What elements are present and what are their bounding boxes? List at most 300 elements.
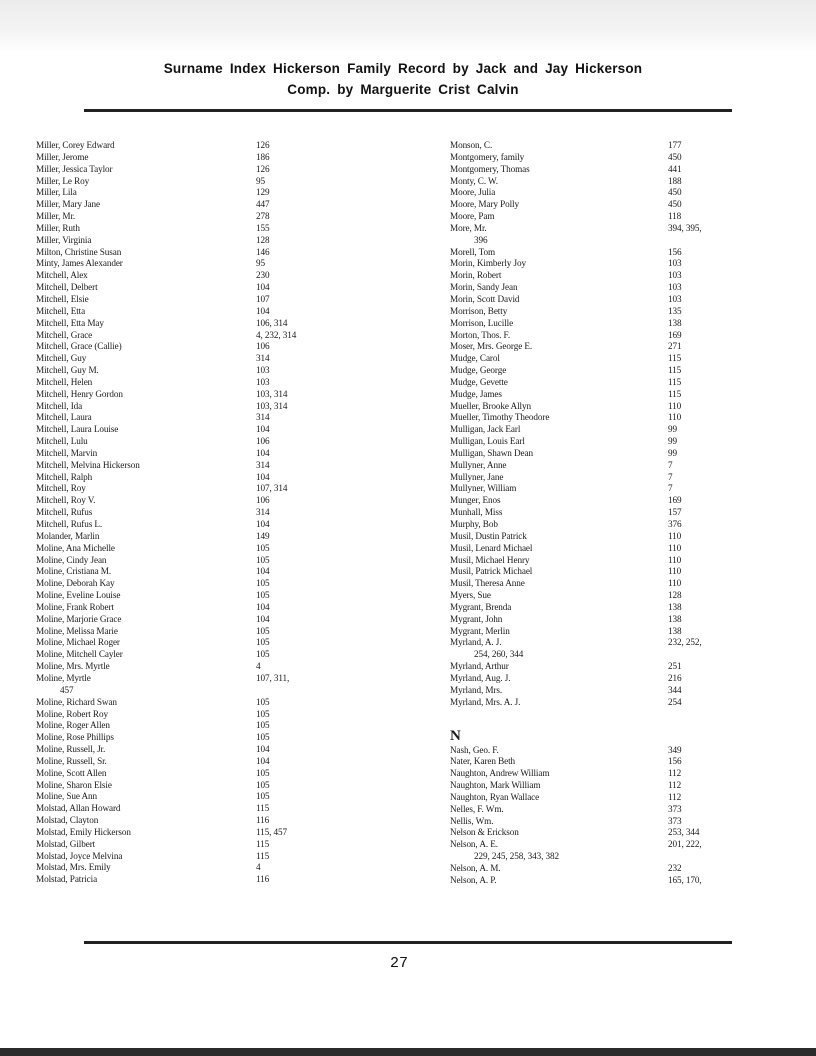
index-entry [36, 566, 366, 578]
entry-pages: 115 [668, 365, 682, 376]
entry-name: Myrland, Mrs. A. J. [450, 696, 521, 707]
index-entry [450, 412, 770, 424]
entry-name: Moline, Mitchell Cayler [36, 649, 123, 660]
index-entry [36, 270, 366, 282]
entry-name: Mitchell, Rufus L. [36, 519, 103, 529]
page-header [0, 58, 806, 100]
entry-name: Mullyner, Anne [450, 459, 507, 470]
entry-pages: 7 [668, 483, 673, 494]
entry-name: Myrland, Aug. J. [450, 672, 511, 683]
index-entry-continuation [450, 649, 770, 661]
index-entry [36, 590, 366, 602]
index-entry [450, 555, 770, 567]
entry-pages: 105 [256, 767, 270, 778]
index-entry [36, 709, 366, 721]
index-entry [36, 341, 366, 353]
entry-name: Musil, Patrick Michael [450, 566, 533, 577]
entry-pages: 115 [256, 850, 270, 861]
entry-name: Moser, Mrs. George E. [450, 341, 533, 352]
entry-pages: 135 [668, 305, 682, 316]
index-entry [450, 685, 770, 697]
entry-pages: 110 [668, 530, 682, 541]
entry-pages: 105 [256, 649, 270, 660]
entry-name: Naughton, Ryan Wallace [450, 791, 540, 802]
entry-name: 229, 245, 258, 343, 382 [474, 851, 559, 862]
entry-name: Mitchell, Melvina Hickerson [36, 459, 140, 470]
index-entry [36, 472, 366, 484]
entry-pages: 254 [668, 696, 682, 707]
entry-name: Moline, Myrtle [36, 672, 91, 683]
entry-pages: 105 [256, 554, 270, 565]
entry-name: Nater, Karen Beth [450, 756, 516, 767]
entry-name: Mitchell, Etta May [36, 317, 104, 328]
entry-name: Mitchell, Ralph [36, 471, 93, 482]
entry-name: Myrland, Arthur [450, 661, 509, 672]
entry-name: Miller, Virginia [36, 234, 92, 245]
entry-name: Molstad, Clayton [36, 815, 99, 826]
entry-name: Moline, Russell, Jr. [36, 744, 106, 755]
index-entry [36, 152, 366, 164]
entry-name: Moline, Sharon Elsie [36, 779, 112, 790]
index-entry [450, 258, 770, 270]
entry-name: Nelles, F. Wm. [450, 803, 504, 814]
entry-pages: 103 [668, 270, 682, 281]
entry-name: Murphy, Bob [450, 519, 498, 529]
entry-pages: 216 [668, 672, 682, 683]
entry-pages: 106 [256, 436, 270, 447]
index-entry [450, 768, 770, 780]
entry-pages: 99 [668, 436, 677, 447]
header-title-line2: Comp. by Marguerite Crist Calvin [287, 82, 519, 97]
entry-pages: 105 [256, 625, 270, 636]
index-entry [450, 827, 770, 839]
entry-name: Musil, Michael Henry [450, 554, 530, 565]
entry-name: Molstad, Mrs. Emily [36, 862, 111, 873]
index-entry [450, 389, 770, 401]
entry-name: Mulligan, Jack Earl [450, 424, 521, 435]
entry-pages: 104 [256, 613, 270, 624]
entry-name: Miller, Mr. [36, 211, 76, 222]
entry-pages: 165, 170, [668, 874, 702, 885]
entry-pages: 441 [668, 163, 682, 174]
entry-pages: 105 [256, 732, 270, 743]
entry-pages: 138 [668, 601, 682, 612]
entry-pages: 230 [256, 270, 270, 281]
index-entry [450, 863, 770, 875]
entry-pages: 105 [256, 542, 270, 553]
entry-name: Moline, Ana Michelle [36, 542, 115, 553]
entry-pages: 104 [256, 305, 270, 316]
entry-name: Miller, Jerome [36, 151, 89, 162]
entry-pages: 105 [256, 637, 270, 648]
entry-name: Monson, C. [450, 140, 493, 150]
index-entry [450, 187, 770, 199]
index-entry [450, 839, 770, 851]
entry-pages: 107 [256, 293, 270, 304]
index-entry [450, 353, 770, 365]
entry-pages: 103 [668, 258, 682, 269]
entry-pages: 115 [668, 353, 682, 364]
entry-pages: 107, 311, [256, 672, 290, 683]
entry-name: Myers, Sue [450, 590, 491, 601]
entry-name: Mitchell, Marvin [36, 447, 98, 458]
entry-name: Mygrant, John [450, 613, 503, 624]
index-entry [36, 815, 366, 827]
index-entry [450, 448, 770, 460]
entry-pages: 99 [668, 424, 677, 435]
entry-name: Moline, Frank Robert [36, 601, 114, 612]
entry-pages: 138 [668, 317, 682, 328]
entry-name: Moline, Rose Phillips [36, 732, 114, 743]
entry-pages: 314 [256, 412, 270, 423]
entry-pages: 99 [668, 447, 677, 458]
entry-name: Mitchell, Rufus [36, 507, 93, 518]
entry-name: Mitchell, Guy [36, 353, 87, 364]
index-entry [36, 602, 366, 614]
entry-name: Montgomery, Thomas [450, 163, 530, 174]
entry-name: Musil, Theresa Anne [450, 578, 525, 589]
entry-pages: 103 [256, 365, 270, 376]
index-entry [36, 282, 366, 294]
entry-pages: 110 [668, 542, 682, 553]
page-number: 27 [389, 955, 408, 972]
index-entry [36, 365, 366, 377]
index-entry [450, 543, 770, 555]
index-entry [36, 543, 366, 555]
entry-pages: 177 [668, 140, 682, 150]
entry-pages: 169 [668, 329, 682, 340]
entry-name: More, Mr. [450, 222, 487, 233]
entry-name: Miller, Le Roy [36, 175, 90, 186]
index-entry [36, 294, 366, 306]
entry-pages: 115 [668, 376, 682, 387]
entry-pages: 116 [256, 815, 270, 826]
index-entry [36, 187, 366, 199]
index-entry [36, 697, 366, 709]
entry-pages: 112 [668, 768, 682, 779]
entry-name: Mullyner, Jane [450, 471, 504, 482]
entry-pages: 349 [668, 744, 682, 755]
index-column-right [450, 140, 770, 887]
entry-name: Nash, Geo. F. [450, 744, 499, 755]
entry-pages: 450 [668, 187, 682, 198]
index-entry [450, 211, 770, 223]
entry-pages: 128 [668, 590, 682, 601]
index-entry [450, 223, 770, 235]
index-entry [450, 614, 770, 626]
index-entry [450, 566, 770, 578]
entry-name: Mitchell, Roy [36, 483, 86, 494]
entry-pages: 110 [668, 400, 682, 411]
entry-name: Mulligan, Shawn Dean [450, 447, 533, 458]
entry-name: Moline, Deborah Kay [36, 578, 115, 589]
index-entry [450, 247, 770, 259]
index-entry [36, 839, 366, 851]
entry-name: Morin, Kimberly Joy [450, 258, 526, 269]
entry-name: Morin, Sandy Jean [450, 282, 518, 293]
entry-name: Milton, Christine Susan [36, 246, 122, 257]
index-entry [450, 341, 770, 353]
entry-pages: 104 [256, 744, 270, 755]
entry-name: Moline, Scott Allen [36, 767, 107, 778]
entry-pages: 186 [256, 151, 270, 162]
entry-pages: 115, 457 [256, 826, 288, 837]
entry-name: Myrland, Mrs. [450, 684, 503, 695]
entry-name: Moline, Cindy Jean [36, 554, 107, 565]
index-entry [36, 780, 366, 792]
scan-shadow-top [0, 0, 816, 52]
entry-pages: 115 [668, 388, 682, 399]
entry-pages: 104 [256, 601, 270, 612]
index-entry [450, 578, 770, 590]
entry-name: Montgomery, family [450, 151, 525, 162]
entry-pages: 110 [668, 412, 682, 423]
entry-pages: 116 [256, 874, 270, 885]
entry-pages: 104 [256, 424, 270, 435]
entry-pages: 128 [256, 234, 270, 245]
index-entry [450, 140, 770, 152]
section-letter-heading: N [450, 727, 461, 744]
entry-pages: 104 [256, 447, 270, 458]
entry-name: Moore, Julia [450, 187, 496, 198]
entry-pages: 106 [256, 495, 270, 506]
entry-pages: 107, 314 [256, 483, 288, 494]
entry-name: Musil, Lenard Michael [450, 542, 533, 553]
entry-pages: 104 [256, 282, 270, 293]
index-entry [36, 483, 366, 495]
index-entry [36, 306, 366, 318]
entry-name: Mitchell, Delbert [36, 282, 98, 293]
entry-pages: 314 [256, 459, 270, 470]
index-entry [450, 472, 770, 484]
entry-name: Molstad, Gilbert [36, 838, 96, 849]
index-entry [36, 519, 366, 531]
entry-pages: 188 [668, 175, 682, 186]
section-gap [450, 709, 770, 723]
entry-pages: 232, 252, [668, 637, 702, 648]
index-entry [36, 448, 366, 460]
entry-pages: 115 [256, 838, 270, 849]
index-entry [36, 436, 366, 448]
index-entry [450, 164, 770, 176]
entry-pages: 105 [256, 791, 270, 802]
entry-name: Mudge, Carol [450, 353, 500, 364]
entry-name: Mueller, Timothy Theodore [450, 412, 550, 423]
entry-name: Naughton, Mark William [450, 780, 541, 791]
entry-pages: 129 [256, 187, 270, 198]
entry-name: Mitchell, Laura [36, 412, 92, 423]
entry-name: Moline, Roger Allen [36, 720, 110, 731]
entry-name: Moore, Pam [450, 211, 495, 222]
entry-name: Morin, Robert [450, 270, 502, 281]
index-entry [450, 460, 770, 472]
entry-name: Mitchell, Lulu [36, 436, 88, 447]
entry-name: 396 [474, 234, 488, 245]
entry-pages: 103 [256, 376, 270, 387]
entry-pages: 450 [668, 199, 682, 210]
index-entry [36, 460, 366, 472]
entry-name: Myrland, A. J. [450, 637, 502, 648]
index-entry [450, 745, 770, 757]
entry-name: Morin, Scott David [450, 293, 520, 304]
entry-name: Morrison, Lucille [450, 317, 514, 328]
entry-pages: 232 [668, 862, 682, 873]
index-entry [36, 531, 366, 543]
index-entry [450, 306, 770, 318]
index-entry [450, 401, 770, 413]
entry-pages: 126 [256, 140, 270, 150]
index-entry [36, 661, 366, 673]
index-entry [36, 377, 366, 389]
entry-pages: 110 [668, 566, 682, 577]
index-entry [36, 353, 366, 365]
entry-pages: 155 [256, 222, 270, 233]
index-entry [450, 318, 770, 330]
entry-pages: 95 [256, 175, 265, 186]
entry-name: Monty, C. W. [450, 175, 498, 186]
entry-pages: 450 [668, 151, 682, 162]
entry-pages: 95 [256, 258, 265, 269]
index-entry-continuation [36, 685, 366, 697]
entry-name: Mitchell, Elsie [36, 293, 89, 304]
entry-pages: 201, 222, [668, 839, 702, 850]
entry-pages: 344 [668, 684, 682, 695]
index-entry [450, 495, 770, 507]
entry-name: Molstad, Joyce Melvina [36, 850, 123, 861]
entry-pages: 157 [668, 507, 682, 518]
entry-name: Mudge, George [450, 365, 507, 376]
entry-name: Molstad, Emily Hickerson [36, 826, 131, 837]
entry-pages: 278 [256, 211, 270, 222]
entry-name: Mudge, James [450, 388, 502, 399]
top-divider [84, 109, 732, 112]
entry-name: Morell, Tom [450, 246, 496, 257]
entry-name: Nelson, A. P. [450, 874, 497, 885]
index-entry [36, 862, 366, 874]
entry-pages: 156 [668, 246, 682, 257]
index-entry [36, 140, 366, 152]
index-entry [450, 507, 770, 519]
entry-name: Naughton, Andrew William [450, 768, 550, 779]
entry-name: Moline, Cristiana M. [36, 566, 112, 577]
entry-pages: 105 [256, 708, 270, 719]
index-entry [36, 720, 366, 732]
entry-pages: 115 [256, 803, 270, 814]
entry-name: Miller, Ruth [36, 222, 80, 233]
entry-pages: 4 [256, 862, 261, 873]
entry-name: Moline, Sue Ann [36, 791, 98, 802]
entry-name: Mitchell, Guy M. [36, 365, 99, 376]
index-entry [450, 330, 770, 342]
entry-pages: 105 [256, 696, 270, 707]
entry-pages: 4, 232, 314 [256, 329, 297, 340]
entry-name: Morton, Thos. F. [450, 329, 511, 340]
entry-name: Miller, Mary Jane [36, 199, 101, 210]
index-entry [36, 235, 366, 247]
entry-pages: 103 [668, 293, 682, 304]
index-column-left [36, 140, 366, 886]
index-entry [36, 614, 366, 626]
entry-pages: 314 [256, 507, 270, 518]
entry-name: Mitchell, Ida [36, 400, 83, 411]
index-entry [36, 578, 366, 590]
index-entry [450, 875, 770, 887]
index-entry [36, 827, 366, 839]
entry-name: Miller, Lila [36, 187, 77, 198]
index-entry [450, 282, 770, 294]
entry-name: Nelson, A. E. [450, 839, 498, 850]
entry-name: Miller, Jessica Taylor [36, 163, 113, 174]
entry-pages: 112 [668, 780, 682, 791]
entry-name: Nellis, Wm. [450, 815, 494, 826]
index-entry [36, 555, 366, 567]
entry-pages: 7 [668, 459, 673, 470]
entry-pages: 7 [668, 471, 673, 482]
entry-name: Moline, Robert Roy [36, 708, 108, 719]
entry-name: Mitchell, Laura Louise [36, 424, 119, 435]
entry-name: Moline, Eveline Louise [36, 590, 121, 601]
entry-pages: 373 [668, 815, 682, 826]
index-entry [450, 780, 770, 792]
entry-pages: 156 [668, 756, 682, 767]
index-entry [450, 270, 770, 282]
entry-name: Mitchell, Henry Gordon [36, 388, 123, 399]
index-entry [36, 851, 366, 863]
entry-pages: 110 [668, 578, 682, 589]
index-entry [450, 637, 770, 649]
index-entry [450, 377, 770, 389]
index-entry [36, 673, 366, 685]
entry-pages: 112 [668, 791, 682, 802]
entry-name: Mulligan, Louis Earl [450, 436, 525, 447]
index-entry [450, 365, 770, 377]
index-entry [36, 164, 366, 176]
entry-pages: 110 [668, 554, 682, 565]
entry-pages: 271 [668, 341, 682, 352]
entry-name: Mueller, Brooke Allyn [450, 400, 531, 411]
entry-pages: 447 [256, 199, 270, 210]
entry-name: Mitchell, Helen [36, 376, 93, 387]
index-entry [36, 732, 366, 744]
entry-pages: 126 [256, 163, 270, 174]
entry-pages: 105 [256, 578, 270, 589]
index-entry [36, 258, 366, 270]
entry-name: Nelson, A. M. [450, 862, 501, 873]
index-entry [450, 661, 770, 673]
entry-pages: 138 [668, 625, 682, 636]
index-entry [450, 152, 770, 164]
entry-pages: 373 [668, 803, 682, 814]
index-entry [36, 756, 366, 768]
entry-name: Moline, Melissa Marie [36, 625, 118, 636]
bottom-divider [84, 941, 732, 944]
index-entry [36, 495, 366, 507]
entry-pages: 104 [256, 519, 270, 529]
entry-name: Musil, Dustin Patrick [450, 530, 527, 541]
entry-pages: 105 [256, 590, 270, 601]
index-entry-continuation [450, 851, 770, 863]
index-entry [36, 507, 366, 519]
entry-name: Mygrant, Brenda [450, 601, 512, 612]
index-entry [36, 412, 366, 424]
index-entry [450, 804, 770, 816]
header-title-line1: Surname Index Hickerson Family Record by Jack and Jay Hickerson [163, 61, 643, 76]
index-entry [36, 330, 366, 342]
entry-name: Molstad, Allan Howard [36, 803, 121, 814]
index-entry [36, 211, 366, 223]
entry-pages: 106 [256, 341, 270, 352]
index-entry [36, 637, 366, 649]
